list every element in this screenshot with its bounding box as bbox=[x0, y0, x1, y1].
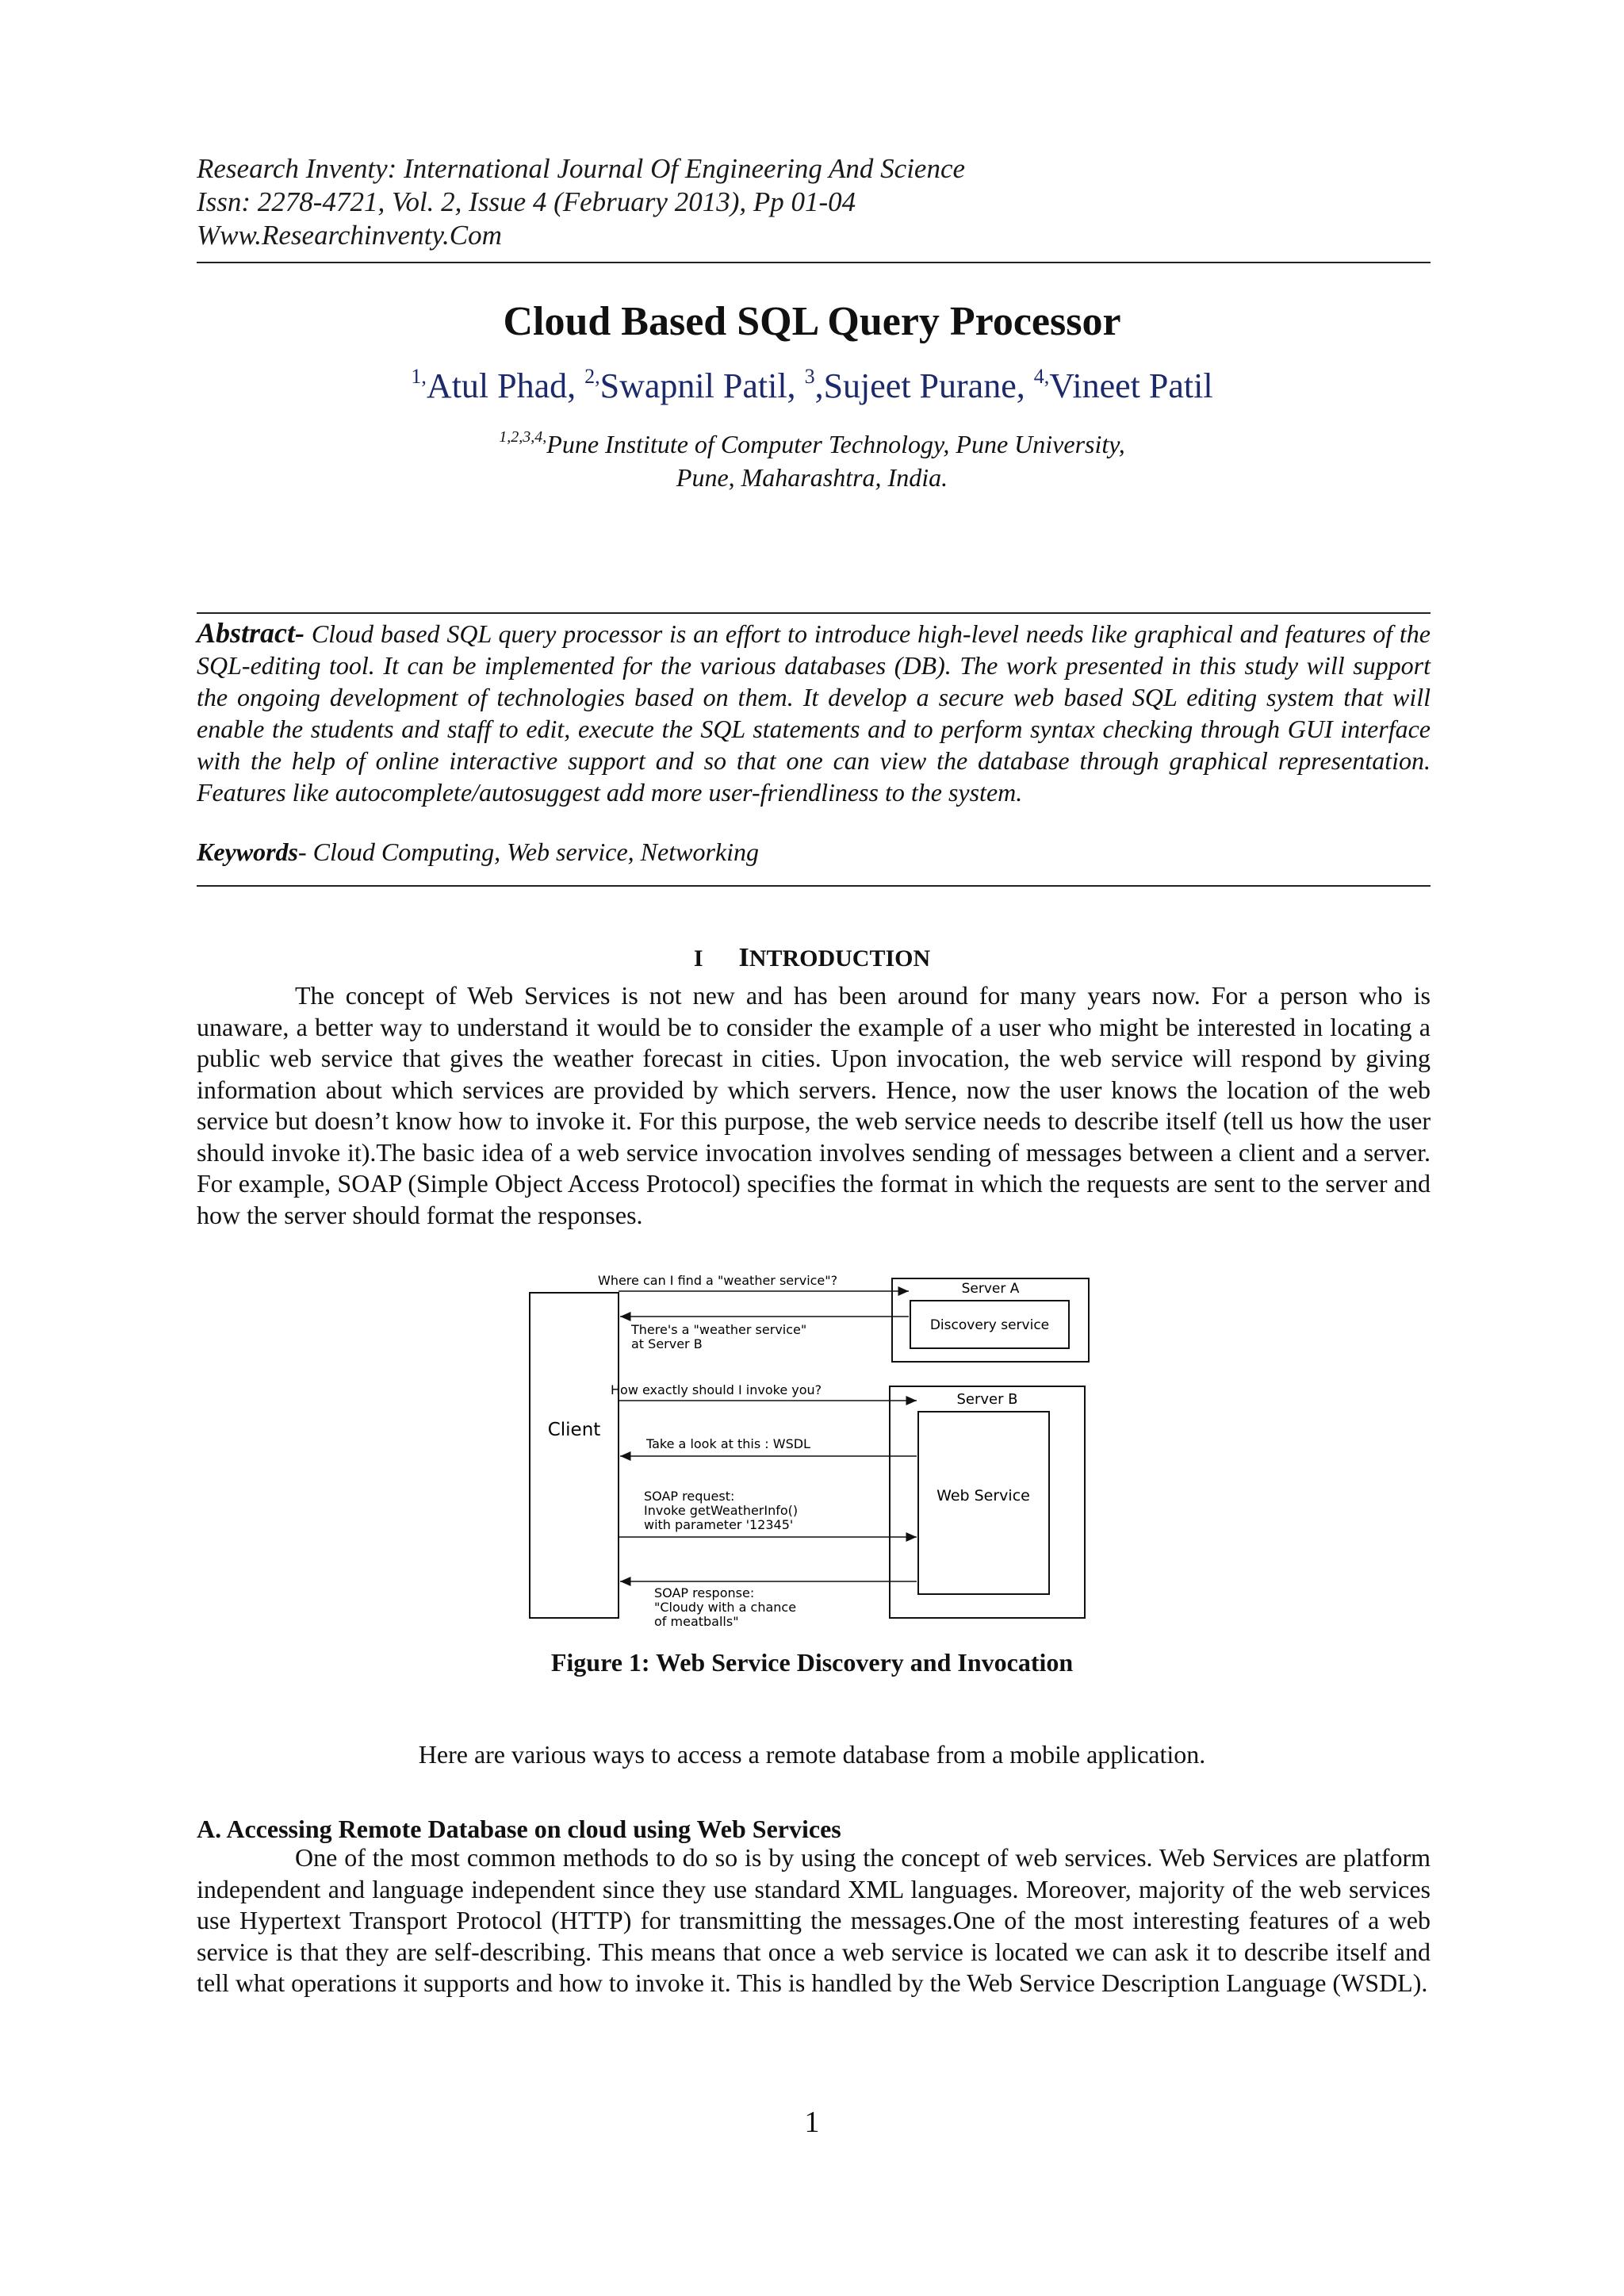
keywords bbox=[197, 836, 1431, 868]
introduction-paragraph: The concept of Web Services is not new and has been around for many years now. For a person who is unaware, a better way to understand it would be to consider the example of a user who might be interested in locating a public web service that gives the weather forecast in cities. Upon invocation, the web service will respond by giving information about which services are provided by which servers. Hence, now the user knows the location of the web service but doesn’t know how to invoke it. For this purpose, the web service needs to describe itself (tell us how the user should invoke it).The basic idea of a web service invocation involves sending of messages between a client and a server. For example, SOAP (Simple Object Access Protocol) specifies the format in which the requests are sent to the server and how the server should format the responses. bbox=[197, 981, 1431, 1229]
msg-invoke-getweather: Invoke getWeatherInfo() bbox=[644, 1503, 799, 1518]
subsection-a-heading: A. Accessing Remote Database on cloud using Web Services bbox=[197, 1815, 841, 1843]
msg-at-server-b: at Server B bbox=[631, 1336, 703, 1351]
affiliation bbox=[0, 420, 1624, 494]
msg-wsdl: Take a look at this : WSDL bbox=[646, 1436, 810, 1451]
figure-caption: Figure 1: Web Service Discovery and Invocation bbox=[550, 1648, 1074, 1677]
section-heading-introduction bbox=[0, 942, 1624, 975]
client-box bbox=[530, 1293, 619, 1618]
header-rule bbox=[197, 262, 1431, 263]
msg-cloudy: "Cloudy with a chance bbox=[654, 1600, 797, 1615]
msg-meatballs: of meatballs" bbox=[654, 1614, 739, 1626]
journal-header bbox=[197, 152, 1431, 252]
journal-issn: Issn: 2278-4721, Vol. 2, Issue 4 (February 2013), Pp 01-04 bbox=[197, 186, 856, 217]
abstract bbox=[197, 617, 1431, 808]
affiliation-sup: 1,2,3,4, bbox=[499, 428, 547, 446]
abstract-top-rule bbox=[197, 612, 1431, 614]
author-list bbox=[0, 354, 1624, 409]
journal-website: Www.Researchinventy.Com bbox=[197, 220, 502, 251]
author-2-name: Swapnil Patil, bbox=[599, 366, 805, 405]
abstract-bottom-rule bbox=[197, 885, 1431, 887]
author-4-sup: 4, bbox=[1033, 365, 1050, 388]
server-b-label: Server B bbox=[956, 1391, 1018, 1408]
section-number: I bbox=[693, 945, 703, 972]
author-3-name: ,Sujeet Purane, bbox=[814, 366, 1034, 405]
keywords-text: - Cloud Computing, Web service, Networking bbox=[298, 838, 759, 866]
msg-where-find: Where can I find a "weather service"? bbox=[598, 1273, 838, 1288]
affiliation-line-1: Pune Institute of Computer Technology, Pune University, bbox=[546, 430, 1125, 458]
msg-soap-request: SOAP request: bbox=[644, 1489, 735, 1504]
figure-web-service-diagram bbox=[523, 1269, 1094, 1626]
introduction-body bbox=[197, 980, 1431, 1231]
keywords-label: Keywords bbox=[197, 838, 298, 866]
author-1-sup: 1, bbox=[411, 365, 427, 388]
web-service-label: Web Service bbox=[936, 1487, 1030, 1504]
subsection-a-paragraph: One of the most common methods to do so is by using the concept of web services. Web Services are platform independent and language independent since they use standard XML languages. Moreover, majority of the web services use Hypertext Transport Protocol (HTTP) for transmitting the messages.One of the most interesting features of a web service is that they are self-describing. This means that once a web service is located we can ask it to describe itself and tell what operations it supports and how to invoke it. This is handled by the Web Service Description Language (WSDL). bbox=[197, 1843, 1431, 1997]
author-4-name: Vineet Patil bbox=[1049, 366, 1213, 405]
discovery-service-label: Discovery service bbox=[929, 1317, 1050, 1333]
subsection-a-body bbox=[197, 1842, 1431, 1999]
author-2-sup: 2, bbox=[584, 365, 600, 388]
server-a-label: Server A bbox=[961, 1281, 1020, 1297]
paper-title: Cloud Based SQL Query Processor bbox=[503, 299, 1121, 344]
affiliation-line-2: Pune, Maharashtra, India. bbox=[676, 463, 948, 492]
msg-soap-response: SOAP response: bbox=[654, 1585, 755, 1600]
msg-how-invoke: How exactly should I invoke you? bbox=[611, 1382, 822, 1397]
section-title-initial: I bbox=[738, 943, 749, 972]
page-number: 1 bbox=[804, 2106, 820, 2139]
abstract-label: Abstract- bbox=[197, 617, 305, 649]
msg-theres-weather: There's a "weather service" bbox=[631, 1322, 807, 1337]
msg-with-parameter: with parameter '12345' bbox=[644, 1517, 794, 1532]
author-3-sup: 3 bbox=[804, 365, 815, 388]
various-ways-sentence: Here are various ways to access a remote database from a mobile application. bbox=[418, 1740, 1206, 1769]
author-1-name: Atul Phad, bbox=[426, 366, 585, 405]
client-label: Client bbox=[547, 1420, 601, 1440]
section-title-rest: NTRODUCTION bbox=[749, 945, 931, 972]
journal-name: Research Inventy: International Journal Of Engineering And Science bbox=[197, 153, 966, 184]
abstract-text: Cloud based SQL query processor is an effort to introduce high-level needs like graphical and features of the SQL-editing tool. It can be implemented for the various databases (DB). The work presented in this study will support the ongoing development of technologies based on them. It develop a secure web based SQL editing system that will enable the students and staff to edit, execute the SQL statements and to perform syntax checking through GUI interface with the help of online interactive support and so that one can view the database through graphical representation. Features like autocomplete/autosuggest add more user-friendliness to the system. bbox=[197, 619, 1431, 807]
